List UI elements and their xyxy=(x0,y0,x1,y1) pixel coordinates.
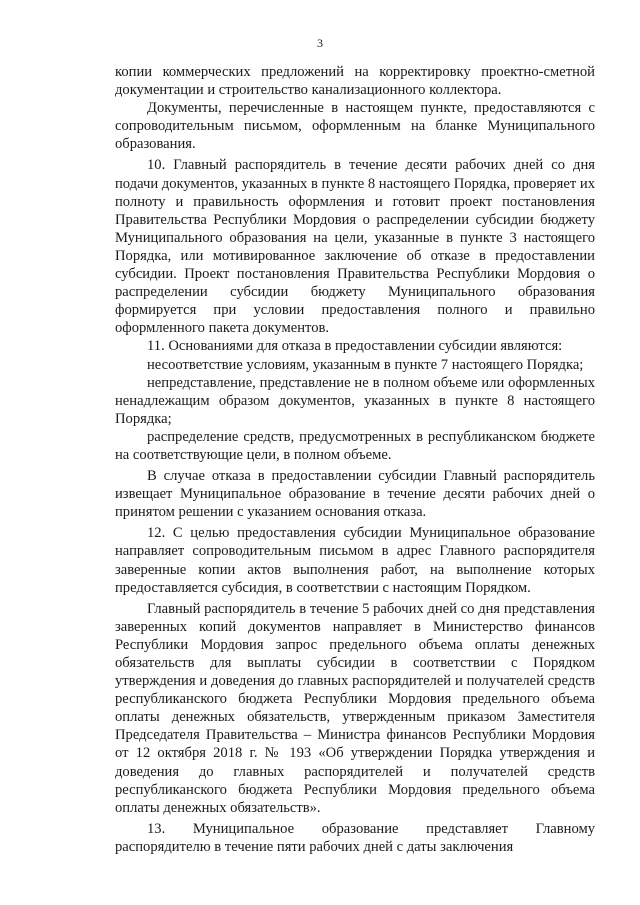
paragraph-documents-note: Документы, перечисленные в настоящем пункте, предоставляются с сопроводительным письмом, оформленным на бланке Муниципального образования. xyxy=(115,100,595,153)
paragraph-clause-11: 11. Основаниями для отказа в предоставлении субсидии являются: xyxy=(147,338,563,355)
paragraph-clause-12: 12. С целью предоставления субсидии Муниципальное образование направляет сопроводительным письмом в адрес Главного распорядителя заверенные копии актов выполнения работ, на выполнение которых предоставляется субсидия, в соответствии с настоящим Порядком. xyxy=(115,525,595,596)
paragraph-refusal-reason-3: распределение средств, предусмотренных в республиканском бюджете на соответствующие цели, в полном объеме. xyxy=(115,428,595,463)
paragraph-funding-request: Главный распорядитель в течение 5 рабочих дней со дня представления заверенных копий документов направляет в Министерство финансов Республики Мордовия запрос предельного объема оплаты денежных обязательств для выплаты субсидии в соответствии с Порядком утверждения и доведения до главных распорядителей и получателей средств республиканского бюджета Республики Мордовия предельного объема оплаты денежных обязательств, утвержденным приказом Заместителя Председателя Правительства – Министра финансов Республики Мордовия от 12 октября 2018 г. № 193 «Об утверждении Порядка утверждения и доведения до главных распорядителей и получателей средств республиканского бюджета Республики Мордовия предельного объема оплаты денежных обязательств». xyxy=(115,600,595,816)
paragraph-clause-10: 10. Главный распорядитель в течение десяти рабочих дней со дня подачи документов, указанных в пункте 8 настоящего Порядка, проверяет их полноту и правильность оформления и готовит проект постановления Правительства Республики Мордовия о распределении субсидии бюджету Муниципального образования на цели, указанные в пункте 3 настоящего Порядка, или мотивированное заключение об отказе в предоставлении субсидии. Проект постановления Правительства Республики Мордовия о распределении субсидии бюджету Муниципального образования формируется при условии предоставления полного и правильно оформленного пакета документов. xyxy=(115,157,595,337)
paragraph-refusal-notice: В случае отказа в предоставлении субсидии Главный распорядитель извещает Муниципальное образование в течение десяти рабочих дней о принятом решении с указанием основания отказа. xyxy=(115,468,595,521)
paragraph-continuation: копии коммерческих предложений на корректировку проектно-сметной документации и строительство канализационного коллектора. xyxy=(115,64,595,99)
document-body xyxy=(115,63,595,856)
page-number: 3 xyxy=(317,36,323,50)
paragraph-refusal-reason-1: несоответствие условиям, указанным в пункте 7 настоящего Порядка; xyxy=(147,356,584,373)
paragraph-clause-13: 13. Муниципальное образование представляет Главному распорядителю в течение пяти рабочих дней с даты заключения xyxy=(115,820,595,855)
paragraph-refusal-reason-2: непредставление, представление не в полном объеме или оформленных ненадлежащим образом документов, указанных в пункте 8 настоящего Порядка; xyxy=(115,374,595,427)
